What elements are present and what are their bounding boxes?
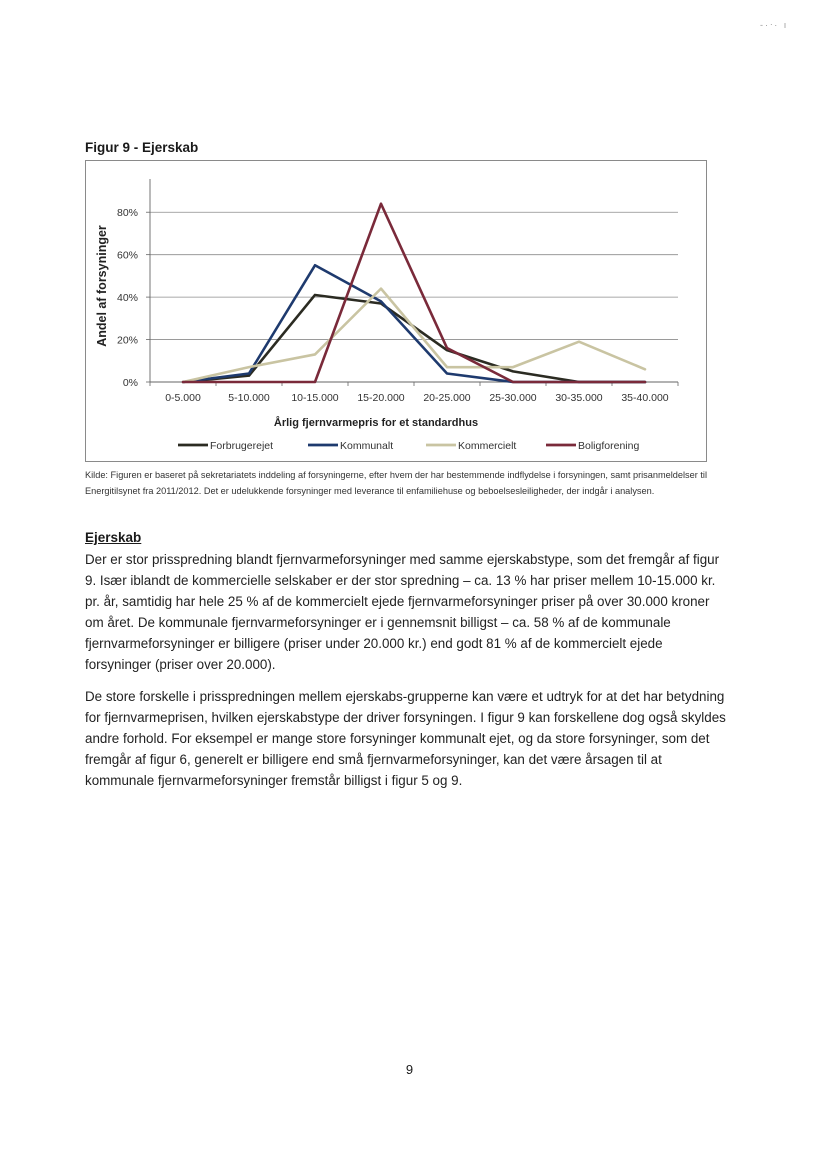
x-tick-label: 5-10.000 (228, 392, 270, 404)
data-point-kommercielt (380, 288, 382, 290)
x-tick-label: 20-25.000 (423, 392, 471, 404)
legend-label: Kommercielt (458, 440, 517, 452)
data-point-kommercielt (248, 366, 250, 368)
data-point-forbrugerejet (248, 375, 250, 377)
x-axis-label: Årlig fjernvarmepris for et standardhus (273, 417, 479, 429)
y-tick-label: 20% (116, 334, 138, 347)
series-line-boligforening (183, 204, 645, 382)
series-line-kommunalt (183, 265, 645, 382)
x-tick-label: 35-40.000 (621, 392, 669, 404)
data-point-kommunalt (380, 300, 382, 302)
corner-scan-mark: -·ᐧ· ı (760, 20, 789, 30)
legend-label: Boligforening (578, 440, 640, 452)
figure-title: Figur 9 - Ejerskab (85, 140, 199, 155)
series-lines (182, 203, 646, 383)
data-point-kommercielt (512, 366, 514, 368)
data-point-kommunalt (446, 373, 448, 375)
x-tick-label: 0-5.000 (165, 392, 201, 404)
data-point-boligforening (446, 347, 448, 349)
data-point-kommunalt (248, 373, 250, 375)
section-heading: Ejerskab (85, 530, 142, 545)
legend (178, 440, 639, 452)
data-point-kommercielt (314, 354, 316, 356)
y-tick-label: 60% (116, 249, 138, 262)
y-axis-label: Andel af forsyninger (95, 225, 109, 347)
line-chart (86, 161, 706, 461)
axes (117, 179, 678, 404)
data-point-boligforening (380, 203, 382, 205)
y-tick-label: 40% (116, 292, 138, 305)
body-paragraph-2: De store forskelle i prisspredningen mellem ejerskabs-grupperne kan være et udtryk for at det har betydning for fjernvarmeprisen, hvilken ejerskabstype der driver forsyningen. I figur 9 kan forskellene dog også skyldes andre forhold. For eksempel er mange store forsyninger kommunalt ejet, og da store forsyninger, som det fremgår af figur 6, generelt er billigere end små fjernvarmeforsyninger, kan det være årsagen til at kommunale fjernvarmeforsyninger fremstår billigst i figur 5 og 9. (85, 689, 726, 788)
data-point-kommercielt (446, 366, 448, 368)
x-tick-label: 25-30.000 (489, 392, 537, 404)
x-tick-label: 15-20.000 (357, 392, 405, 404)
x-tick-label: 30-35.000 (555, 392, 603, 404)
data-point-boligforening (512, 381, 514, 383)
body-paragraph-1: Der er stor prisspredning blandt fjernvarmeforsyninger med samme ejerskabstype, som det fremgår af figur 9. Især iblandt de kommercielle selskaber er der stor spredning – ca. 13 % har priser mellem 10-15.000 kr. pr. år, samtidig har hele 25 % af de kommercielt ejede fjernvarmeforsyninger priser på over 30.000 kroner om året. De kommunale fjernvarmeforsyninger er i gennemsnit billigst – ca. 58 % af de kommunale fjernvarmeforsyninger er billigere (priser under 20.000 kr.) end godt 81 % af de kommercielt ejede forsyninger (priser over 20.000). (85, 552, 720, 672)
y-tick-label: 80% (116, 207, 138, 220)
data-point-boligforening (248, 381, 250, 383)
legend-label: Kommunalt (340, 440, 394, 452)
figure-caption: Kilde: Figuren er baseret på sekretariatets inddeling af forsyningerne, efter hvem der har bestemmende indflydelse i forsyningen, samt prisanmeldelser til Energitilsynet fra 2011/2012. Det er udelukkende forsyninger med leverance til enfamiliehuse og beboelsesleiligheder, der indgår i analysen. (85, 470, 708, 496)
x-tick-label: 10-15.000 (291, 392, 339, 404)
data-point-forbrugerejet (512, 370, 514, 372)
chart-frame (85, 160, 707, 462)
data-point-boligforening (314, 381, 316, 383)
data-point-forbrugerejet (314, 294, 316, 296)
data-point-boligforening (644, 381, 646, 383)
data-point-kommunalt (314, 264, 316, 266)
data-point-boligforening (578, 381, 580, 383)
data-point-kommercielt (644, 368, 646, 370)
legend-label: Forbrugerejet (210, 440, 274, 452)
page-number: 9 (405, 1062, 414, 1077)
data-point-kommercielt (578, 341, 580, 343)
y-tick-label: 0% (122, 377, 138, 389)
data-point-boligforening (182, 381, 184, 383)
